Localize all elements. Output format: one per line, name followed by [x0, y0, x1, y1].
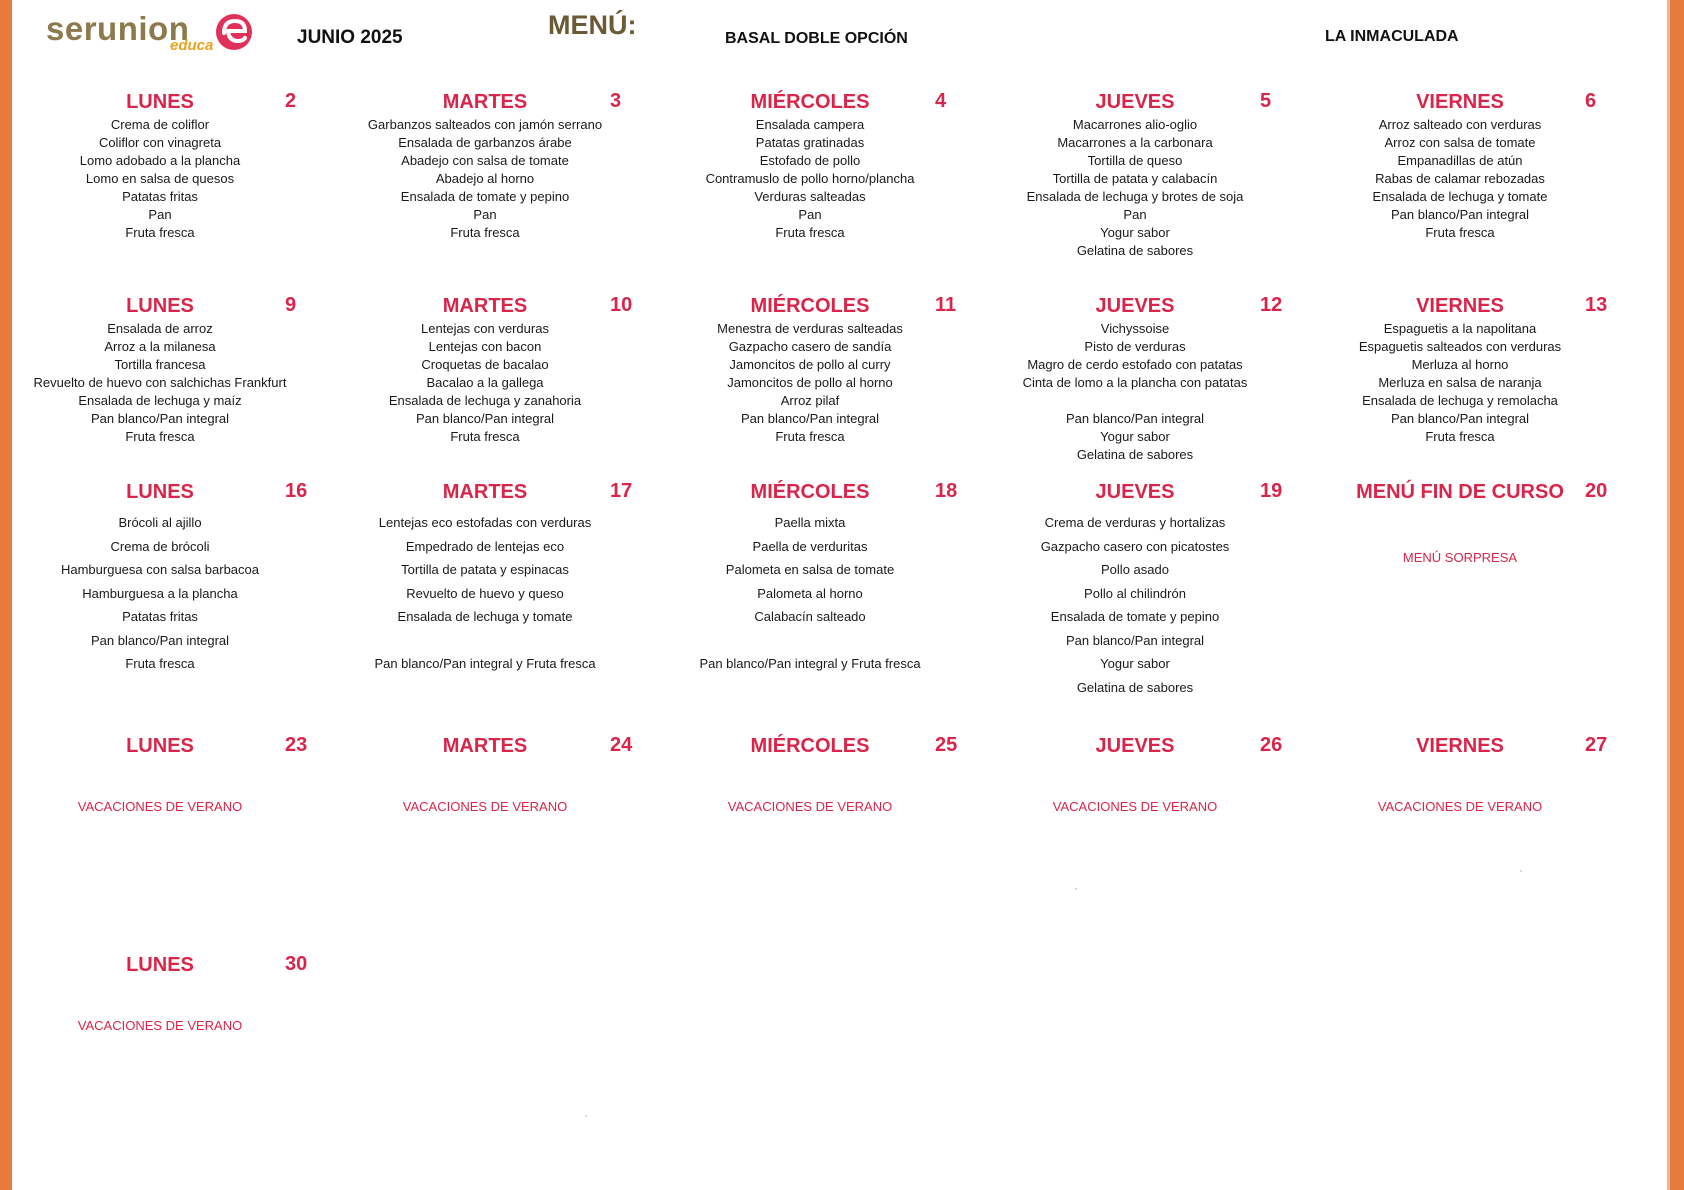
day-number: 5: [1260, 90, 1272, 112]
day-name: MENÚ FIN DE CURSO: [1356, 481, 1564, 503]
menu-dish: Ensalada de tomate y pepino: [400, 189, 570, 204]
day-name: JUEVES: [1095, 735, 1175, 757]
day-number: 9: [285, 294, 297, 316]
day-number: 3: [610, 90, 622, 112]
menu-dish: Crema de brócoli: [110, 538, 210, 554]
day-number: 16: [285, 480, 308, 502]
day-name: LUNES: [126, 735, 194, 757]
logo-wordmark: serunion: [46, 10, 190, 47]
menu-dish: Hamburguesa a la plancha: [82, 585, 238, 601]
menu-dish: Brócoli al ajillo: [118, 515, 202, 530]
logo-swirl-icon: [214, 12, 254, 52]
day-note: VACACIONES DE VERANO: [1377, 799, 1543, 814]
menu-dish: Ensalada de lechuga y maíz: [78, 393, 242, 408]
menu-dish: Vichyssoise: [1100, 321, 1170, 336]
menu-dish: Pollo al chilindrón: [1084, 585, 1186, 601]
day-name: LUNES: [126, 481, 194, 503]
day-number: 20: [1585, 480, 1608, 502]
menu-dish: Menestra de verduras salteadas: [717, 321, 903, 336]
menu-dish: Palometa en salsa de tomate: [725, 562, 895, 577]
day-number: 12: [1260, 294, 1283, 316]
menu-dish: Ensalada de garbanzos árabe: [398, 135, 572, 150]
menu-dish: Hamburguesa con salsa barbacoa: [60, 562, 259, 577]
scan-speck: [1075, 888, 1077, 890]
menu-dish: Paella mixta: [774, 515, 846, 530]
day-number: 17: [610, 480, 633, 502]
menu-dish: Yogur sabor: [1100, 656, 1170, 671]
menu-dish: Pan: [473, 207, 497, 222]
menu-dish: Ensalada de lechuga y zanahoria: [388, 393, 582, 408]
menu-dish: Fruta fresca: [450, 225, 520, 240]
menu-dish: Fruta fresca: [125, 656, 195, 671]
scan-speck: [585, 1115, 587, 1117]
menu-dish: Patatas fritas: [122, 189, 198, 204]
serunion-logo: [46, 10, 266, 52]
menu-dish: Tortilla francesa: [114, 357, 206, 372]
menu-dish: Pan blanco/Pan integral: [90, 411, 230, 426]
menu-dish: Crema de verduras y hortalizas: [1044, 515, 1226, 530]
menu-dish: Pan blanco/Pan integral: [1065, 411, 1205, 426]
menu-dish: Gelatina de sabores: [1076, 679, 1194, 695]
day-number: 25: [935, 734, 958, 756]
day-note: MENÚ SORPRESA: [1402, 550, 1518, 565]
day-note: VACACIONES DE VERANO: [727, 799, 893, 814]
menu-dish: Arroz salteado con verduras: [1378, 117, 1542, 132]
menu-dish: Pan blanco/Pan integral: [1065, 632, 1205, 648]
menu-dish: Pan: [148, 207, 172, 222]
menu-dish: Empanadillas de atún: [1397, 153, 1523, 168]
menu-dish: Bacalao a la gallega: [426, 375, 544, 390]
menu-dish: Abadejo al horno: [435, 171, 535, 186]
day-number: 19: [1260, 480, 1283, 502]
day-name: VIERNES: [1416, 91, 1504, 113]
menu-dish: Ensalada de arroz: [107, 321, 213, 336]
menu-dish: Fruta fresca: [125, 429, 195, 444]
menu-dish: Empedrado de lentejas eco: [405, 538, 565, 554]
menu-dish: Patatas fritas: [122, 609, 198, 624]
menu-dish: Gelatina de sabores: [1076, 243, 1194, 258]
menu-dish: Ensalada campera: [755, 117, 865, 132]
logo-subtitle: educa: [170, 37, 214, 54]
menu-dish: Fruta fresca: [450, 429, 520, 444]
menu-dish: Espaguetis salteados con verduras: [1358, 339, 1562, 354]
menu-dish: Gazpacho casero de sandía: [728, 339, 892, 354]
menu-dish: Ensalada de tomate y pepino: [1050, 609, 1220, 624]
day-number: 24: [610, 734, 633, 756]
menu-dish: Fruta fresca: [775, 225, 845, 240]
day-number: 30: [285, 953, 308, 975]
menu-dish: Arroz a la milanesa: [104, 339, 216, 354]
menu-dish: Revuelto de huevo y queso: [406, 585, 564, 601]
day-name: MIÉRCOLES: [750, 91, 870, 113]
menu-heading: MENÚ:: [548, 10, 637, 40]
menu-dish: Ensalada de lechuga y brotes de soja: [1026, 189, 1244, 204]
day-name: VIERNES: [1416, 735, 1504, 757]
menu-dish: Lentejas con verduras: [421, 321, 549, 336]
menu-dish: Estofado de pollo: [759, 153, 861, 168]
menu-dish: Pan: [798, 207, 822, 222]
menu-dish: Merluza al horno: [1411, 357, 1509, 372]
day-note: VACACIONES DE VERANO: [77, 1018, 243, 1033]
day-number: 13: [1585, 294, 1608, 316]
menu-dish: Jamoncitos de pollo al horno: [727, 375, 893, 390]
day-name: LUNES: [126, 295, 194, 317]
day-number: 6: [1585, 90, 1597, 112]
menu-dish: Patatas gratinadas: [755, 135, 865, 150]
day-name: JUEVES: [1095, 295, 1175, 317]
menu-dish: Crema de coliflor: [110, 117, 210, 132]
menu-dish: Pan blanco/Pan integral: [740, 411, 880, 426]
right-border: [1670, 0, 1684, 1190]
menu-dish: Jamoncitos de pollo al curry: [729, 357, 891, 372]
menu-dish: Arroz pilaf: [780, 393, 840, 408]
day-number: 18: [935, 480, 958, 502]
scan-speck: [1520, 870, 1522, 872]
menu-dish: Lomo adobado a la plancha: [79, 153, 241, 168]
menu-dish: Lomo en salsa de quesos: [85, 171, 235, 186]
day-note: VACACIONES DE VERANO: [77, 799, 243, 814]
menu-dish: Revuelto de huevo con salchichas Frankfurt: [33, 375, 287, 390]
page-header: [0, 0, 1684, 70]
menu-dish: Pan blanco/Pan integral: [1390, 411, 1530, 426]
menu-dish: Pan: [1123, 207, 1147, 222]
menu-dish: Coliflor con vinagreta: [98, 135, 222, 150]
menu-dish: Macarrones alio-oglio: [1072, 117, 1198, 132]
menu-type: BASAL DOBLE OPCIÓN: [725, 30, 908, 47]
menu-dish: Tortilla de patata y espinacas: [401, 562, 569, 577]
menu-dish: Magro de cerdo estofado con patatas: [1027, 357, 1243, 372]
menu-dish: Fruta fresca: [125, 225, 195, 240]
day-name: JUEVES: [1095, 481, 1175, 503]
menu-dish: Pan blanco/Pan integral: [90, 632, 230, 648]
menu-dish: Tortilla de queso: [1087, 153, 1183, 168]
menu-dish: Rabas de calamar rebozadas: [1375, 171, 1545, 186]
menu-dish: Pan blanco/Pan integral y Fruta fresca: [374, 656, 596, 671]
day-name: VIERNES: [1416, 295, 1504, 317]
menu-dish: Paella de verduritas: [752, 538, 868, 554]
day-name: MARTES: [442, 481, 528, 503]
day-number: 23: [285, 734, 308, 756]
menu-dish: Fruta fresca: [1425, 225, 1495, 240]
day-name: MARTES: [442, 735, 528, 757]
menu-dish: Contramuslo de pollo horno/plancha: [705, 171, 915, 186]
day-name: MIÉRCOLES: [750, 735, 870, 757]
menu-dish: Pan blanco/Pan integral: [415, 411, 555, 426]
day-name: JUEVES: [1095, 91, 1175, 113]
day-note: VACACIONES DE VERANO: [1052, 799, 1218, 814]
menu-dish: Gelatina de sabores: [1076, 447, 1194, 462]
day-name: MARTES: [442, 295, 528, 317]
menu-dish: Ensalada de lechuga y remolacha: [1362, 393, 1558, 408]
day-number: 2: [285, 90, 297, 112]
menu-dish: Pollo asado: [1101, 562, 1169, 577]
menu-dish: Ensalada de lechuga y tomate: [1372, 189, 1548, 204]
menu-dish: Lentejas con bacon: [428, 339, 542, 354]
menu-dish: Espaguetis a la napolitana: [1383, 321, 1537, 336]
menu-dish: Calabacín salteado: [754, 609, 866, 624]
day-number: 10: [610, 294, 633, 316]
menu-dish: Lentejas eco estofadas con verduras: [378, 515, 592, 530]
menu-dish: Fruta fresca: [1425, 429, 1495, 444]
menu-dish: Pisto de verduras: [1084, 339, 1186, 354]
day-name: LUNES: [126, 91, 194, 113]
menu-dish: Cinta de lomo a la plancha con patatas: [1022, 375, 1248, 390]
day-name: MARTES: [442, 91, 528, 113]
day-number: 27: [1585, 734, 1608, 756]
menu-dish: Tortilla de patata y calabacín: [1052, 171, 1218, 186]
day-name: MIÉRCOLES: [750, 295, 870, 317]
day-number: 4: [935, 90, 947, 112]
school-name: LA INMACULADA: [1325, 28, 1459, 45]
day-name: LUNES: [126, 954, 194, 976]
menu-dish: Yogur sabor: [1100, 225, 1170, 240]
day-number: 26: [1260, 734, 1283, 756]
menu-dish: Verduras salteadas: [754, 189, 866, 204]
day-name: MIÉRCOLES: [750, 481, 870, 503]
menu-dish: Pan blanco/Pan integral: [1390, 207, 1530, 222]
menu-dish: Abadejo con salsa de tomate: [401, 153, 569, 168]
day-number: 11: [935, 294, 957, 316]
menu-dish: Garbanzos salteados con jamón serrano: [367, 117, 603, 132]
menu-dish: Palometa al horno: [757, 585, 863, 601]
menu-dish: Macarrones a la carbonara: [1057, 135, 1213, 150]
menu-dish: Croquetas de bacalao: [421, 357, 549, 372]
menu-dish: Merluza en salsa de naranja: [1378, 375, 1542, 390]
menu-dish: Pan blanco/Pan integral y Fruta fresca: [699, 656, 921, 671]
menu-dish: Ensalada de lechuga y tomate: [397, 609, 573, 624]
menu-dish: Gazpacho casero con picatostes: [1040, 538, 1230, 554]
menu-month: JUNIO 2025: [297, 27, 403, 48]
menu-dish: Fruta fresca: [775, 429, 845, 444]
menu-dish: Yogur sabor: [1100, 429, 1170, 444]
menu-dish: Arroz con salsa de tomate: [1384, 135, 1536, 150]
day-note: VACACIONES DE VERANO: [402, 799, 568, 814]
